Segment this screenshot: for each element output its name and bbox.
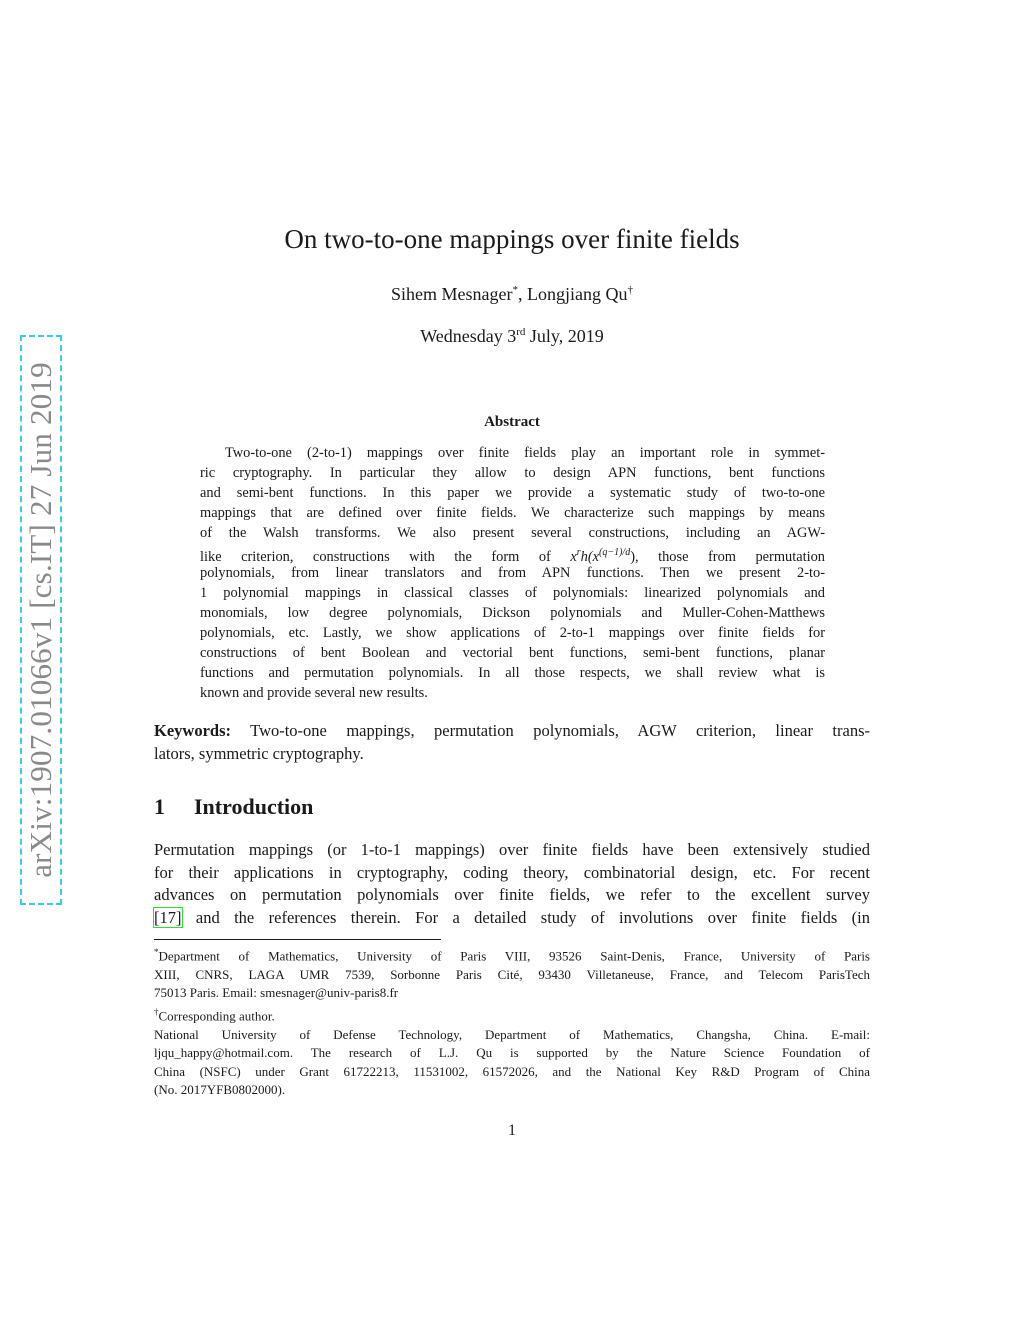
footnotes <box>154 943 870 1100</box>
page-number: 1 <box>508 1122 516 1139</box>
abstract-line: mappings that are defined over finite fields. We characterize such mappings by means <box>200 505 825 521</box>
footnote-line <box>154 1003 870 1026</box>
keywords-text: Two-to-one mappings, permutation polynomials, AGW criterion, linear trans- <box>231 721 870 740</box>
arxiv-stamp-text: arXiv:1907.01066v1 [cs.IT] 27 Jun 2019 <box>23 362 58 878</box>
section-title: Introduction <box>194 794 314 819</box>
intro-line: Permutation mappings (or 1-to-1 mappings) over finite fields have been extensively studied <box>154 840 870 859</box>
footnote-text: Corresponding author. <box>158 1008 275 1024</box>
footnote-line: China (NSFC) under Grant 61722213, 11531002, 61572026, and the National Key R&D Program of China <box>154 1063 870 1079</box>
section-number: 1 <box>154 794 165 819</box>
abstract-line: Two-to-one (2-to-1) mappings over finite fields play an important role in symmet- <box>225 445 825 461</box>
keywords-label: Keywords: <box>154 721 231 740</box>
formula-end: ), <box>630 548 639 565</box>
author-name: Longjiang Qu <box>526 284 628 304</box>
footnote-line[interactable]: ljqu_happy@hotmail.com. The research of L.J. Qu is supported by the Nature Science Foundation of <box>154 1045 870 1061</box>
authors <box>0 284 1024 305</box>
abstract-line: and semi-bent functions. In this paper we provide a systematic study of two-to-one <box>200 485 825 501</box>
intro-line-part: and the references therein. For a detailed study of involutions over finite fields (in <box>181 907 870 927</box>
intro-line <box>154 907 870 930</box>
keywords-line <box>154 719 870 742</box>
footnote-text: Department of Mathematics, University of Paris VIII, 93526 Saint-Denis, France, University of Paris <box>158 948 870 964</box>
math-formula: $x^rh(x^{(q-1)/d}$ <box>570 547 631 565</box>
footnote-mark: † <box>154 1006 159 1017</box>
author-footnote-mark[interactable]: † <box>627 284 633 296</box>
paper-title: On two-to-one mappings over finite fields <box>284 224 740 254</box>
abstract-line-with-formula <box>200 543 825 563</box>
author-footnote-mark[interactable]: * <box>512 284 518 296</box>
footnote-rule <box>154 939 441 940</box>
date-ordinal: rd <box>516 326 526 338</box>
abstract-line: ric cryptography. In particular they allow to design APN functions, bent functions <box>200 465 825 481</box>
abstract-line: of the Walsh transforms. We also present several constructions, including an AGW- <box>200 525 825 541</box>
intro-line: for their applications in cryptography, coding theory, combinatorial design, etc. For recent <box>154 862 870 882</box>
date-prefix: Wednesday 3 <box>420 326 517 346</box>
keywords-line: lators, symmetric cryptography. <box>154 744 364 763</box>
abstract-line: 1 polynomial mappings in classical classes of polynomials: linearized polynomials and <box>200 585 825 601</box>
paper-date <box>0 326 1024 347</box>
footnote-line: (No. 2017YFB0802000). <box>154 1082 286 1098</box>
citation-link[interactable]: [17] <box>154 907 182 927</box>
intro-paragraph <box>154 839 870 929</box>
abstract-line: polynomials, from linear translators and from APN functions. Then we present 2-to- <box>200 565 825 581</box>
abstract-line: known and provide several new results. <box>200 685 428 701</box>
abstract-heading: Abstract <box>484 414 540 430</box>
author-name: Sihem Mesnager <box>391 284 513 304</box>
author-separator: , <box>517 284 527 304</box>
footnote-mark: * <box>154 947 159 957</box>
abstract-line-part: those from permutation <box>638 548 826 565</box>
abstract-line: polynomials, etc. Lastly, we show applications of 2-to-1 mappings over finite fields for <box>200 625 825 641</box>
footnote-line: XIII, CNRS, LAGA UMR 7539, Sorbonne Paris Cité, 93430 Villetaneuse, France, and Telecom ParisTech <box>154 966 870 982</box>
intro-line: advances on permutation polynomials over finite fields, we refer to the excellent survey <box>154 885 870 905</box>
abstract-line: functions and permutation polynomials. In all those respects, we shall review what is <box>200 665 825 681</box>
abstract-line-part: like criterion, constructions with the form of <box>200 548 571 565</box>
abstract-line: monomials, low degree polynomials, Dickson polynomials and Muller-Cohen-Matthews <box>200 605 825 621</box>
abstract-line: constructions of bent Boolean and vectorial bent functions, semi-bent functions, planar <box>200 645 825 661</box>
keywords <box>154 719 870 765</box>
footnote-line <box>154 943 870 966</box>
footnote-line[interactable]: 75013 Paris. Email: smesnager@univ-paris8.fr <box>154 985 399 1001</box>
footnote-line: National University of Defense Technology, Department of Mathematics, Changsha, China. E-mail: <box>154 1026 870 1042</box>
section-heading <box>154 794 313 820</box>
abstract-body <box>200 443 825 703</box>
date-rest: July, 2019 <box>525 326 604 346</box>
